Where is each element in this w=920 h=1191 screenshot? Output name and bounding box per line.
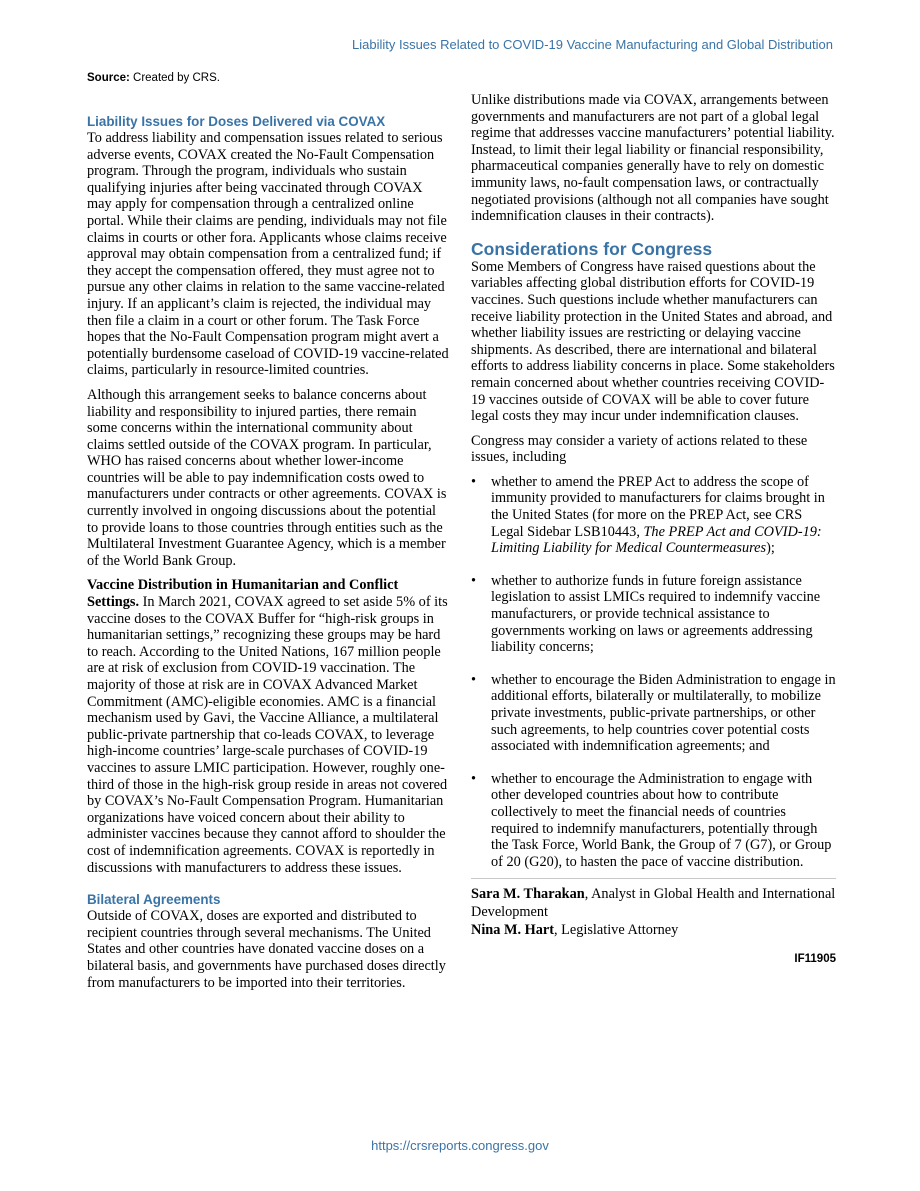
heading-bilateral: Bilateral Agreements	[87, 892, 221, 908]
runin-humanitarian: Vaccine Distribution in Humanitarian and Conflict Settings.	[87, 577, 399, 611]
running-header: Liability Issues Related to COVID-19 Vaccine Manufacturing and Global Distribution	[352, 37, 833, 52]
source-label: Source:	[87, 72, 130, 84]
document-id: IF11905	[794, 953, 836, 966]
list-item	[471, 573, 836, 656]
bullet-dot: •	[471, 572, 477, 589]
right-column	[471, 92, 836, 968]
item-text: whether to encourage the Administration to engage with other developed countries about how to contribute collectively to meet the financial needs of countries required to indemnify manufacturers, potentially through the Task Force, World Bank, the Group of 7 (G7), or Group of 20 (G20), to hasten the pace of vaccine distribution.	[491, 770, 832, 870]
paragraph-unlike-covax: Unlike distributions made via COVAX, arrangements between governments and manufacturers are not part of a global legal regime that addresses vaccine manufacturers’ potential liability. Instead, to limit their legal liability or financial responsibility, pharmaceutical companies generally have to rely on domestic immunity laws, no-fault compensation laws, or contractually negotiated provisions (although not all companies have sought indemnification clauses in their contracts).	[471, 92, 835, 225]
paragraph-congress-actions: Congress may consider a variety of actions related to these issues, including	[471, 432, 808, 466]
figure-source	[87, 72, 220, 84]
text-humanitarian: In March 2021, COVAX agreed to set aside 5% of its vaccine doses to the COVAX Buffer for “high-risk groups in humanitarian settings,” recognizing these groups may be hard to reach. According to the United Nations, 167 million people are at risk of exclusion from COVID-19 vaccination. The majority of those at risk are in COVAX Advanced Market Commitment (AMC)-eligible economies. AMC is a financial mechanism used by Gavi, the Vaccine Alliance, a multilateral public-private partnership that co-leads COVAX, to leverage high-income countries’ large-scale purchases of COVID-19 vaccines to assure LMIC participation. However, roughly one-third of those in the high-risk group reside in areas not covered by COVAX’s No-Fault Compensation Program. Humanitarian organizations have voiced concern about their ability to administer vaccines because they cannot afford to shoulder the cost of indemnification agreements. COVAX is reportedly in discussions with manufacturers to address these issues.	[87, 594, 448, 876]
action-list	[471, 474, 836, 870]
author-1	[471, 885, 836, 921]
bullet-dot: •	[471, 473, 477, 490]
paragraph-covax-concerns: Although this arrangement seeks to balance concerns about liability and responsibility to injured parties, there remain some concerns within the international community about claims settled outside of the COVAX program. In particular, WHO has raised concerns about whether lower-income countries will be able to pay indemnification costs owed to manufacturers under contracts or other agreements. COVAX is currently involved in ongoing discussions about the potential to provide loans to those countries through entities such as the Multilateral Investment Guarantee Agency, which is a member of the World Bank Group.	[87, 386, 447, 569]
paragraph-members-questions: Some Members of Congress have raised questions about the variables affecting global distribution efforts for COVID-19 vaccines. Such questions include whether manufacturers can receive liability protection in the United States and abroad, and whether liability issues are restricting or delaying vaccine shipments. As described, there are international and bilateral efforts to address liability concerns in place. Some stakeholders remain concerned about whether countries receiving COVID-19 vaccines outside of COVAX will be able to cover future legal costs they may incur under indemnification clauses.	[471, 258, 835, 425]
author-block	[471, 885, 836, 939]
footer-url-link[interactable]: https://crsreports.congress.gov	[371, 1138, 549, 1153]
list-item	[471, 474, 836, 557]
item-text: whether to amend the PREP Act to address the scope of immunity provided to manufacturers for claims brought in the United States (for more on the PREP Act, see CRS Legal Sidebar LSB10443,	[491, 473, 825, 540]
item-citation: The PREP Act and COVID-19: Limiting Liability for Medical Countermeasures	[491, 523, 822, 557]
paragraph-covax-program: To address liability and compensation issues related to serious adverse events, COVAX created the No-Fault Compensation program. Through the program, individuals who sustain qualifying injuries after being vaccinated through COVAX may apply for compensation through a centralized online portal. While their claims are pending, individuals may not file claims in courts or other fora. Applicants whose claims receive approval may obtain compensation from a centralized fund; if they accept the compensation offered, they must agree not to pursue any other claims in relation to the same vaccine-related injury. If an applicant’s claim is rejected, the individual may then file a claim in a court or other forum. The Task Force hopes that the No-Fault Compensation program might avert a potentially burdensome caseload of COVID-19 vaccine-related claims, particularly in resource-limited countries.	[87, 130, 449, 379]
author-name: Nina M. Hart	[471, 922, 554, 939]
bullet-dot: •	[471, 770, 477, 787]
left-column	[87, 92, 449, 999]
author-divider	[471, 878, 836, 879]
paragraph-bilateral: Outside of COVAX, doses are exported and distributed to recipient countries through several mechanisms. The United States and other countries have donated vaccine doses on a bilateral basis, and governments have purchased doses directly from manufacturers to be imported into their territories.	[87, 908, 446, 991]
heading-considerations: Considerations for Congress	[471, 238, 713, 259]
author-role: , Legislative Attorney	[554, 922, 679, 939]
source-text: Created by CRS.	[133, 72, 220, 84]
bullet-dot: •	[471, 671, 477, 688]
list-item	[471, 771, 836, 871]
author-name: Sara M. Tharakan	[471, 886, 585, 903]
item-text-end: );	[766, 540, 775, 557]
heading-covax-liability: Liability Issues for Doses Delivered via COVAX	[87, 114, 386, 129]
paragraph-humanitarian	[87, 577, 449, 876]
item-text: whether to encourage the Biden Administration to engage in additional efforts, bilaterally or multilaterally, to mobilize private investments, public-private partnerships, or other such agreements, to help countries cover potential costs associated with indemnification agreements; and	[491, 671, 836, 755]
item-text: whether to authorize funds in future foreign assistance legislation to assist LMICs required to indemnify vaccine manufacturers, or provide technical assistance to governments working on laws or agreements addressing liability concerns;	[491, 572, 821, 656]
author-role: , Analyst in Global Health and International Development	[471, 886, 836, 921]
author-2	[471, 921, 836, 939]
list-item	[471, 672, 836, 755]
